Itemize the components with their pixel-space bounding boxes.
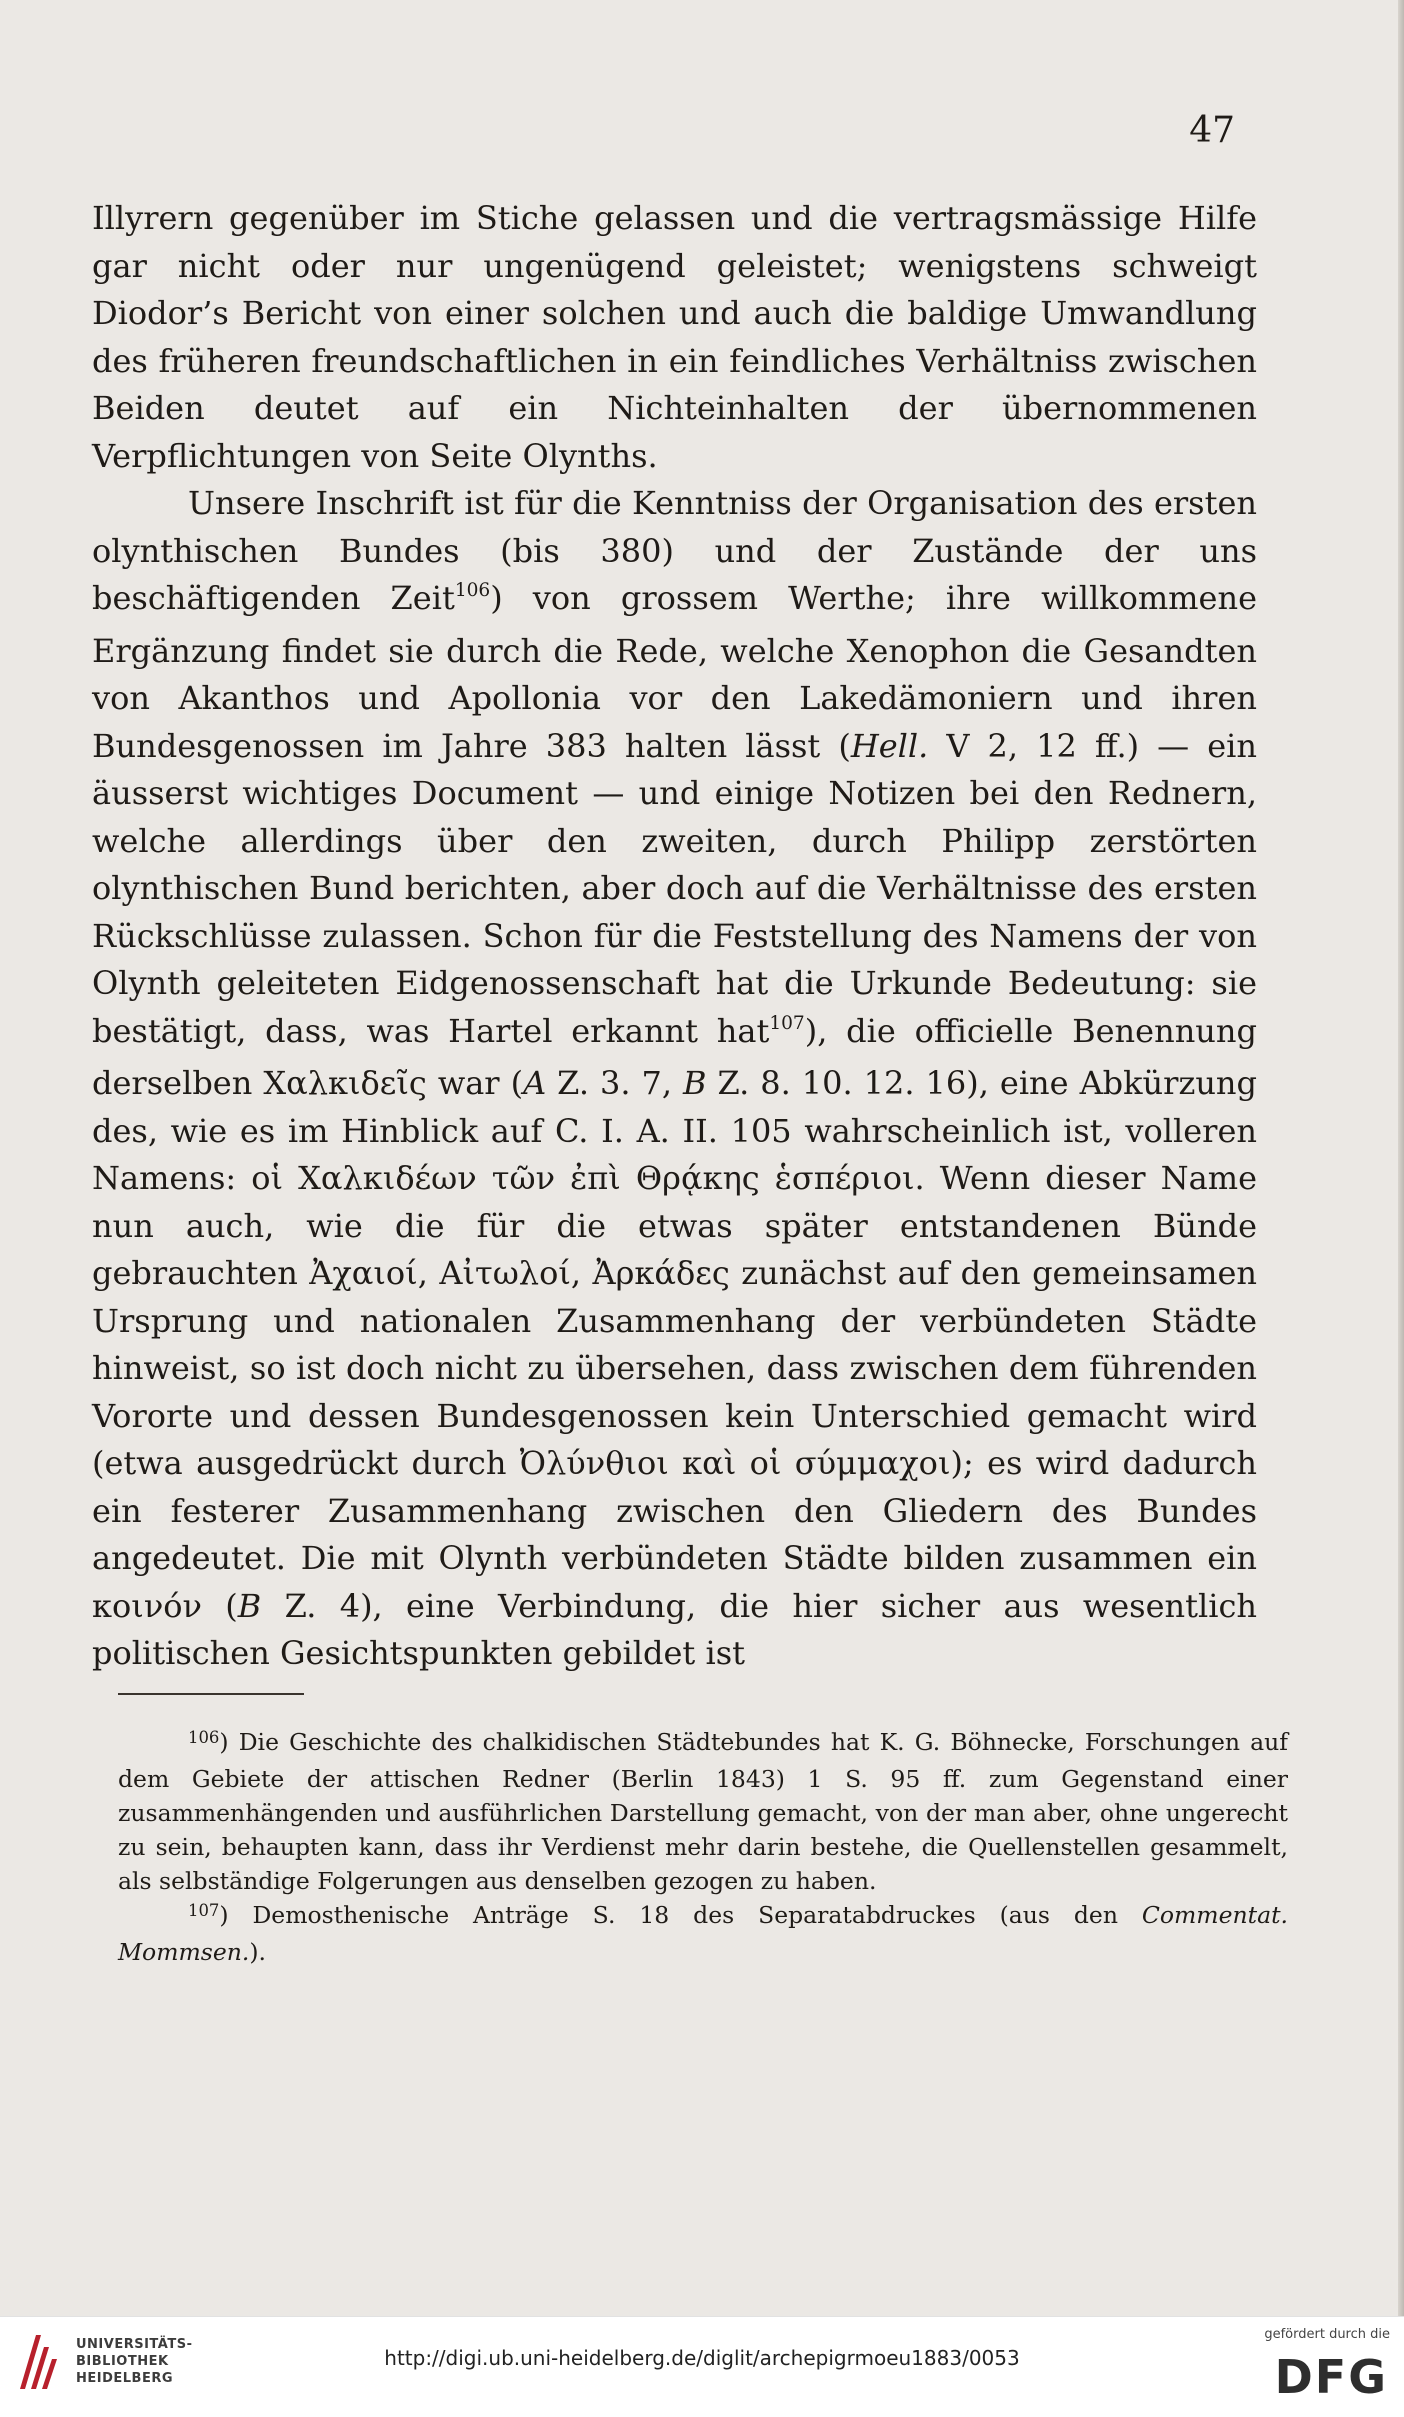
text-run: Z. 3. 7, bbox=[546, 1064, 683, 1102]
text-run: ) Demosthenische Anträge S. 18 des Separatabdruckes (aus den bbox=[219, 1901, 1142, 1929]
text-run: ), die officielle Benennung derselben Χαλκιδεῖς war ( bbox=[92, 1011, 1257, 1102]
body-paragraph bbox=[92, 480, 1257, 1678]
footnote-ref: 107 bbox=[188, 1900, 220, 1920]
text-run: Unsere Inschrift ist für die Kenntniss der Organisation des ersten olynthischen Bundes (bis 380) und der Zustände der uns beschäftigenden Zeit bbox=[92, 484, 1257, 617]
dfg-logo-icon[interactable] bbox=[1240, 2349, 1390, 2399]
page-edge bbox=[1398, 0, 1404, 2316]
footnotes bbox=[118, 1725, 1288, 1969]
funding-caption: gefördert durch die bbox=[1264, 2327, 1390, 2342]
footnote-paragraph bbox=[118, 1898, 1288, 1969]
text-run: ) Die Geschichte des chalkidischen Städtebundes hat K. G. Böhnecke, Forschungen auf dem Gebiete der attischen Redner (Berlin 1843) 1 S. 95 ff. zum Gegenstand einer zusammenhängenden und ausführlichen Darstellung gemacht, von der man aber, ohne ungerecht zu sein, behaupten kann, dass ihr Verdienst mehr darin bestehe, die Quellenstellen gesammelt, als selbständige Folgerungen aus denselben gezogen zu haben. bbox=[118, 1728, 1288, 1895]
library-name-line: BIBLIOTHEK bbox=[76, 2354, 169, 2369]
library-name-line: HEIDELBERG bbox=[76, 2371, 174, 2386]
library-name-line: UNIVERSITÄTS- bbox=[76, 2337, 193, 2352]
main-text bbox=[92, 195, 1257, 1678]
italic-text: Commentat. Mommsen. bbox=[118, 1901, 1288, 1966]
text-run: ) von grossem Werthe; ihre willkommene Ergänzung findet sie durch die Rede, welche Xenophon die Gesandten von Akanthos und Apollonia vor den Lakedämoniern und ihren Bundesgenossen im Jahre 383 halten lässt ( bbox=[92, 579, 1257, 765]
italic-text: A bbox=[523, 1064, 547, 1102]
text-run: Z. 4), eine Verbindung, die hier sicher aus wesentlich politischen Gesichtspunkten gebildet ist bbox=[92, 1586, 1258, 1672]
footnote-paragraph bbox=[118, 1725, 1288, 1898]
body-paragraph bbox=[92, 195, 1257, 480]
text-run: Z. 8. 10. 12. 16), eine Abkürzung des, wie es im Hinblick auf C. I. A. II. 105 wahrscheinlich ist, volleren Namens: οἱ Χαλκιδέων τῶν ἐπὶ Θρᾴκης ἑσπέριοι. Wenn dieser Name nun auch, wie die für die etwas später entstandenen Bünde gebrauchten Ἀχαιοί, Αἰτωλοί, Ἀρκάδες zunächst auf den gemeinsamen Ursprung und nationalen Zusammenhang der verbündeten Städte hinweist, so ist doch nicht zu übersehen, dass zwischen dem führenden Vororte und dessen Bundesgenossen kein Unterschied gemacht wird (etwa ausgedrückt durch Ὀλύνθιοι καὶ οἱ σύμμαχοι); es wird dadurch ein festerer Zusammenhang zwischen den Gliedern des Bundes angedeutet. Die mit Olynth verbündeten Städte bilden zusammen ein κοινόν ( bbox=[92, 1064, 1258, 1625]
permalink-url[interactable]: http://digi.ub.uni-heidelberg.de/diglit/archepigrmoeu1883/0053 bbox=[384, 2346, 1020, 2370]
footnote-ref: 106 bbox=[188, 1727, 220, 1747]
footnote-ref: 107 bbox=[769, 1012, 805, 1034]
footnote-separator bbox=[118, 1693, 304, 1695]
text-run: V 2, 12 ff.) — ein äusserst wichtiges Document — und einige Notizen bei den Rednern, welche allerdings über den zweiten, durch Philipp zerstörten olynthischen Bund berichten, aber doch auf die Verhältnisse des ersten Rückschlüsse zulassen. Schon für die Feststellung des Namens der von Olynth geleiteten Eidgenossenschaft hat die Urkunde Bedeutung: sie bestätigt, dass, was Hartel erkannt hat bbox=[92, 726, 1258, 1050]
italic-text: Hell. bbox=[850, 726, 929, 765]
page-number: 47 bbox=[1189, 110, 1235, 151]
footnote-ref: 106 bbox=[454, 580, 491, 602]
italic-text: B bbox=[682, 1064, 707, 1102]
text-run: Illyrern gegenüber im Stiche gelassen und die vertragsmässige Hilfe gar nicht oder nur ungenügend geleistet; wenigstens schweigt Diodor’s Bericht von einer solchen und auch die baldige Umwandlung des früheren freundschaftlichen in ein feindliches Verhältniss zwischen Beiden deutet auf ein Nichteinhalten der übernommenen Verpflichtungen von Seite Olynths. bbox=[92, 199, 1257, 475]
text-run: ). bbox=[249, 1938, 266, 1966]
italic-text: B bbox=[237, 1586, 262, 1625]
dfg-logo-text: DFG bbox=[1274, 2350, 1388, 2399]
